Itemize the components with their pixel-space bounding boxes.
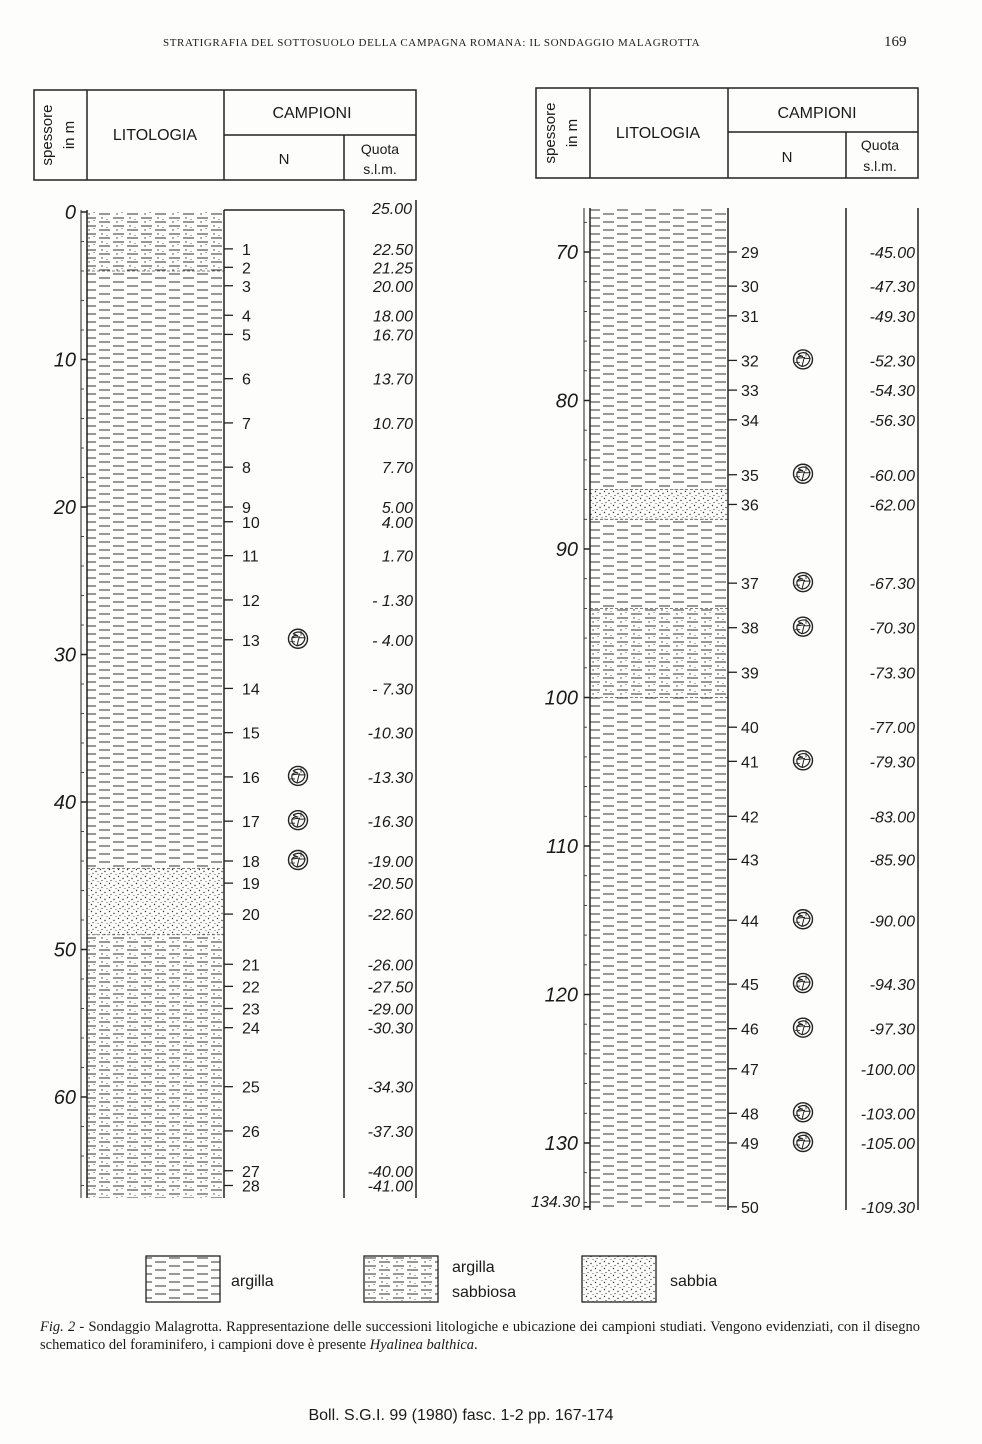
depth-tick-label: 130 (544, 1133, 578, 1155)
lithology-layer-argilla (590, 208, 728, 490)
lithology-layer-argilla-sabbiosa (87, 935, 224, 1198)
n-header: N (278, 151, 290, 168)
sample-quota: 5.00 (381, 500, 413, 517)
campioni-header: CAMPIONI (272, 105, 352, 122)
sample-number: 13 (242, 632, 260, 650)
in-m-header: in m (61, 120, 78, 150)
sample-quota: -79.30 (869, 754, 915, 772)
sample-number: 16 (242, 769, 260, 787)
sample-number: 6 (242, 371, 251, 389)
slm-header: s.l.m. (363, 161, 397, 177)
figure-caption (40, 1318, 920, 1354)
sample-quota: 21.25 (372, 260, 413, 278)
right-lithology-column (590, 208, 728, 1207)
lithology-layer-argilla-sabbiosa (87, 212, 224, 271)
sample-quota: -40.00 (367, 1163, 413, 1181)
sample-number: 24 (242, 1020, 260, 1038)
sample-quota: 18.00 (372, 308, 413, 326)
left-samples (224, 242, 413, 1196)
legend-label-argilla: argilla (231, 1273, 274, 1290)
sample-number: 32 (741, 353, 759, 371)
sample-quota: -22.60 (367, 907, 413, 925)
right-samples (728, 245, 915, 1217)
sample-number: 40 (741, 720, 759, 738)
sample-quota: - 4.00 (372, 632, 413, 650)
sample-number: 22 (242, 979, 260, 997)
sample-quota: -10.30 (367, 725, 413, 743)
legend-label-sabbia: sabbia (670, 1273, 718, 1290)
sample-number: 31 (741, 308, 759, 326)
sample-quota: -97.30 (869, 1021, 915, 1039)
sample-quota: -83.00 (869, 809, 915, 827)
depth-tick-label: 80 (555, 390, 578, 413)
legend-swatch-argilla-sabbiosa (364, 1256, 438, 1302)
sample-number: 46 (741, 1021, 759, 1039)
right-depth-axis (545, 222, 590, 1207)
figure-label: Fig. 2 (40, 1319, 76, 1335)
sample-number: 30 (741, 279, 759, 297)
n-header-right: N (781, 149, 793, 166)
depth-tick-label: 40 (53, 792, 76, 814)
citation-footer: Boll. S.G.I. 99 (1980) fasc. 1-2 pp. 167-174 (308, 1407, 614, 1424)
sample-number: 15 (242, 725, 260, 743)
left-depth-axis (53, 202, 87, 1186)
sample-quota: -16.30 (367, 814, 413, 832)
right-table-header (536, 88, 918, 178)
sample-number: 45 (741, 977, 759, 995)
foraminifer-icon (794, 1018, 813, 1037)
sample-quota: -41.00 (367, 1178, 413, 1196)
sample-quota: -49.30 (869, 308, 915, 326)
foraminifer-icon (794, 350, 813, 369)
left-column-body (53, 200, 416, 1198)
sample-number: 3 (242, 278, 251, 296)
sample-quota: -27.50 (367, 979, 413, 997)
spessore-header: spessore (39, 104, 56, 166)
sample-number: 18 (242, 854, 260, 871)
quota-header: Quota (360, 141, 400, 157)
sample-quota: - 7.30 (372, 681, 413, 699)
sample-quota: 20.00 (372, 278, 413, 296)
in-m-header-right: in m (564, 118, 581, 148)
sample-number: 29 (741, 245, 759, 262)
sample-quota: -67.30 (869, 576, 915, 594)
sample-quota: -100.00 (860, 1061, 915, 1079)
sample-number: 9 (242, 500, 251, 517)
sample-quota: 4.00 (381, 514, 413, 532)
bottom-depth-label: 134.30 (531, 1194, 580, 1211)
foraminifer-icon (794, 751, 813, 770)
sample-quota: -103.00 (860, 1106, 915, 1124)
sample-number: 48 (741, 1106, 759, 1124)
sample-quota: -30.30 (367, 1020, 413, 1038)
sample-quota: 7.70 (381, 460, 413, 478)
foraminifer-icon (794, 1133, 813, 1152)
quota-header-right: Quota (860, 137, 900, 153)
sample-number: 49 (741, 1136, 759, 1153)
sample-number: 7 (242, 415, 251, 433)
sample-number: 38 (741, 620, 759, 638)
foraminifer-icon (794, 573, 813, 592)
lithology-layer-argilla (590, 698, 728, 1207)
sample-quota: -34.30 (367, 1079, 413, 1097)
foraminifer-icon (794, 617, 813, 636)
sample-quota: -60.00 (869, 467, 915, 485)
sample-number: 20 (242, 907, 260, 925)
lithology-layer-argilla (590, 519, 728, 608)
sample-number: 33 (741, 383, 759, 401)
sample-quota: -85.90 (869, 852, 915, 870)
sample-number: 2 (242, 260, 251, 278)
sample-number: 12 (242, 592, 260, 610)
foraminifer-icon (289, 629, 308, 648)
sample-number: 17 (242, 814, 260, 832)
sample-number: 43 (741, 852, 759, 870)
sample-number: 25 (242, 1079, 260, 1097)
legend-swatch-argilla (146, 1256, 220, 1302)
sample-quota: -56.30 (869, 412, 915, 430)
depth-tick-label: 110 (546, 836, 578, 858)
sample-quota: -19.00 (367, 854, 413, 871)
sample-quota: -90.00 (869, 913, 915, 931)
sample-quota: -62.00 (869, 497, 915, 515)
campioni-header-right: CAMPIONI (777, 105, 857, 122)
sample-quota: -105.00 (860, 1136, 915, 1153)
foraminifer-icon (794, 1103, 813, 1122)
sample-quota: -109.30 (860, 1199, 915, 1217)
sample-number: 36 (741, 497, 759, 515)
slm-header-right: s.l.m. (863, 158, 897, 174)
sample-quota: -37.30 (367, 1123, 413, 1141)
sample-quota: -94.30 (869, 977, 915, 995)
depth-tick-label: 60 (53, 1087, 76, 1109)
running-title: STRATIGRAFIA DEL SOTTOSUOLO DELLA CAMPAGNA ROMANA: IL SONDAGGIO MALAGROTTA (163, 37, 701, 49)
right-column-body (531, 208, 918, 1217)
sample-number: 34 (741, 412, 759, 430)
sample-quota: -29.00 (367, 1001, 413, 1019)
sample-number: 8 (242, 460, 251, 478)
sample-quota: -47.30 (869, 279, 915, 297)
sample-number: 5 (242, 327, 251, 345)
depth-tick-label: 20 (53, 497, 76, 519)
sample-number: 37 (741, 576, 759, 594)
sample-number: 21 (242, 957, 260, 975)
sample-quota: -54.30 (869, 383, 915, 401)
foraminifer-icon (794, 464, 813, 483)
depth-tick-label: 50 (53, 939, 76, 962)
sample-number: 14 (242, 681, 260, 699)
sample-quota: -13.30 (367, 769, 413, 787)
sample-number: 35 (741, 467, 759, 485)
sample-number: 44 (741, 913, 759, 931)
depth-tick-label: 10 (53, 349, 76, 372)
foraminifer-icon (794, 910, 813, 929)
sample-number: 26 (242, 1123, 260, 1141)
depth-tick-label: 100 (544, 687, 578, 710)
sample-number: 1 (242, 241, 251, 259)
caption-text: - Sondaggio Malagrotta. Rappresentazione delle successioni litologiche e ubicazione dei campioni studiati. Vengono evidenziati, con il disegno schematico del foraminifero, i campioni dove è presente (40, 1319, 920, 1353)
sample-number: 39 (741, 665, 759, 683)
sample-quota: 1.70 (381, 548, 413, 566)
elevation-top: 25.00 (371, 201, 412, 218)
foraminifer-icon (289, 851, 308, 870)
sample-number: 23 (242, 1001, 260, 1019)
sample-quota: 10.70 (372, 415, 413, 433)
sample-quota: -45.00 (869, 245, 915, 262)
sample-quota: - 1.30 (372, 592, 413, 610)
depth-tick-label: 70 (555, 242, 578, 264)
sample-number: 50 (741, 1199, 759, 1217)
lithology-layer-argilla (87, 271, 224, 868)
litologia-header-right: LITOLOGIA (615, 125, 701, 142)
sample-quota: -73.30 (869, 665, 915, 683)
sample-number: 47 (741, 1061, 759, 1079)
legend-label-argilla-sabbiosa-1: argilla (452, 1259, 495, 1276)
depth-tick-label: 30 (53, 644, 76, 667)
page-number: 169 (884, 34, 907, 50)
lithology-layer-sabbia (590, 490, 728, 520)
depth-tick-label: 0 (64, 202, 76, 224)
lithology-layer-argilla-sabbiosa (590, 608, 728, 697)
sample-quota: -26.00 (367, 957, 413, 975)
sample-number: 11 (242, 548, 259, 566)
sample-quota: 16.70 (372, 327, 413, 345)
sample-quota: -77.00 (869, 720, 915, 738)
sample-number: 42 (741, 809, 759, 827)
sample-quota: 22.50 (372, 241, 413, 259)
litologia-header: LITOLOGIA (112, 127, 198, 144)
caption-end: . (474, 1337, 478, 1353)
depth-tick-label: 90 (555, 539, 578, 561)
legend-swatch-sabbia (582, 1256, 656, 1302)
sample-number: 4 (242, 308, 251, 326)
sample-quota: 13.70 (372, 371, 413, 389)
left-lithology-column (87, 212, 224, 1198)
sample-number: 27 (242, 1163, 260, 1181)
foraminifer-icon (289, 766, 308, 785)
depth-tick-label: 120 (544, 984, 578, 1007)
foraminifer-icon (289, 811, 308, 830)
sample-number: 19 (242, 876, 260, 894)
foraminifer-icon (794, 974, 813, 993)
legend-label-argilla-sabbiosa-2: sabbiosa (452, 1284, 517, 1301)
left-table-header (34, 90, 416, 180)
legend (146, 1256, 717, 1302)
sample-quota: -70.30 (869, 620, 915, 638)
sample-quota: -52.30 (869, 353, 915, 371)
sample-number: 41 (741, 754, 759, 772)
sample-quota: -20.50 (367, 876, 413, 894)
caption-species: Hyalinea balthica (369, 1337, 475, 1353)
sample-number: 10 (242, 514, 260, 532)
spessore-header-right: spessore (542, 102, 559, 164)
lithology-layer-sabbia (87, 868, 224, 934)
sample-number: 28 (242, 1178, 260, 1196)
